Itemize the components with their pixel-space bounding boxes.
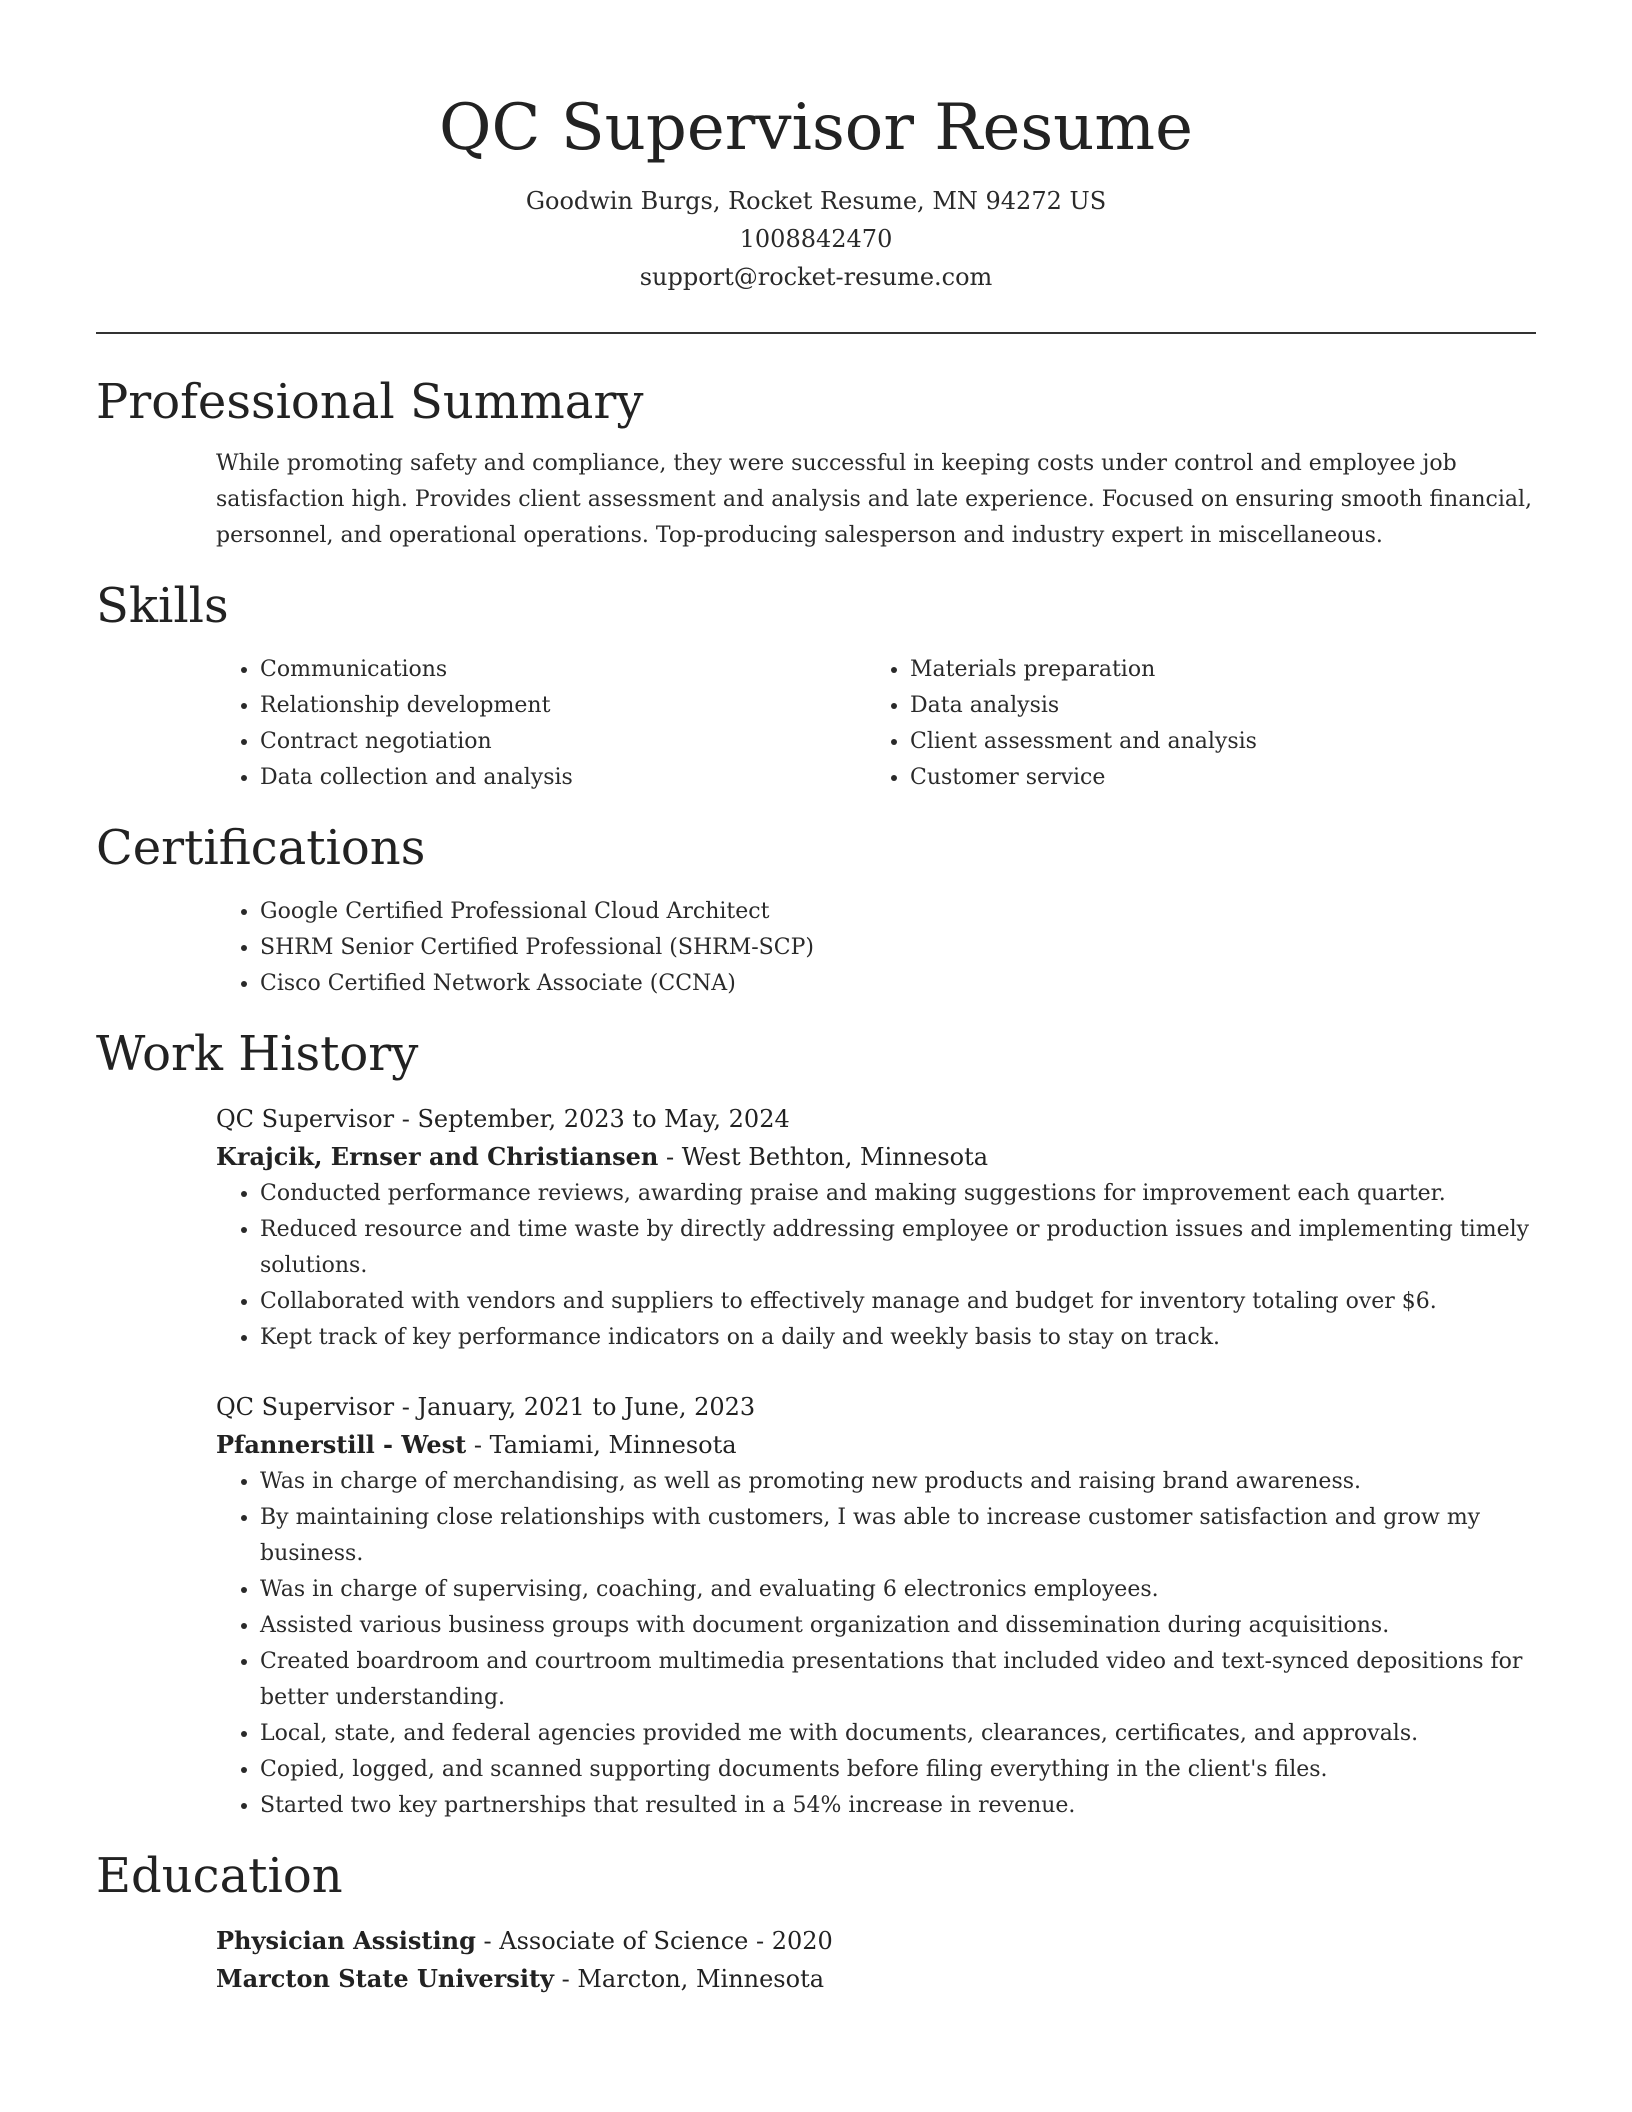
job-location: - West Bethton, Minnesota xyxy=(658,1143,989,1171)
skills-grid xyxy=(96,652,1536,796)
job-title: QC Supervisor xyxy=(216,1393,395,1421)
certification-item: • Google Certified Professional Cloud Architect xyxy=(260,894,1536,930)
skill-item: • Client assessment and analysis xyxy=(910,724,1516,760)
work-history-heading: Work History xyxy=(96,1026,419,1082)
skill-item: • Communications xyxy=(260,652,866,688)
page-title: QC Supervisor Resume xyxy=(439,91,1193,165)
education-heading: Education xyxy=(96,1848,343,1904)
job-bullet: • By maintaining close relationships with customers, I was able to increase customer satisfaction and grow my business. xyxy=(260,1500,1536,1572)
job-title: QC Supervisor xyxy=(216,1105,395,1133)
skill-item: • Materials preparation xyxy=(910,652,1516,688)
skills-column-left xyxy=(216,652,866,796)
job-bullet: • Conducted performance reviews, awarding praise and making suggestions for improvement each quarter. xyxy=(260,1176,1536,1212)
skill-item: • Contract negotiation xyxy=(260,724,866,760)
skill-item: • Data analysis xyxy=(910,688,1516,724)
skill-item: • Customer service xyxy=(910,760,1516,796)
certification-item: • Cisco Certified Network Associate (CCNA) xyxy=(260,966,1536,1002)
job-bullet: • Collaborated with vendors and suppliers to effectively manage and budget for inventory totaling over $6. xyxy=(260,1284,1536,1320)
job-company: Krajcik, Ernser and Christiansen xyxy=(216,1142,659,1171)
resume-header xyxy=(96,0,1536,296)
education-section xyxy=(96,1844,1536,1998)
summary-text: While promoting safety and compliance, they were successful in keeping costs under control and employee job satisfaction high. Provides client assessment and analysis and late experience. Focused on ensuring smooth financial, personnel, and operational operations. Top-producing salesperson and industry expert in miscellaneous. xyxy=(216,451,1533,548)
skill-item: • Data collection and analysis xyxy=(260,760,866,796)
education-program-line xyxy=(216,1922,1536,1960)
summary-section xyxy=(96,370,1536,554)
work-history-section xyxy=(96,1022,1536,1824)
education-entry xyxy=(216,1922,1536,1998)
contact-phone: 1008842470 xyxy=(739,225,893,253)
education-school: Marcton State University xyxy=(216,1964,554,1993)
job-entry xyxy=(216,1100,1536,1356)
job-bullet: • Local, state, and federal agencies provided me with documents, clearances, certificates, and approvals. xyxy=(260,1716,1536,1752)
education-degree: - Associate of Science - 2020 xyxy=(475,1927,833,1955)
certification-item: • SHRM Senior Certified Professional (SHRM-SCP) xyxy=(260,930,1536,966)
job-dates: - January, 2021 to June, 2023 xyxy=(394,1393,756,1421)
education-program: Physician Assisting xyxy=(216,1926,476,1955)
job-bullets xyxy=(216,1176,1536,1356)
job-bullet: • Was in charge of supervising, coaching, and evaluating 6 electronics employees. xyxy=(260,1572,1536,1608)
skills-column-right xyxy=(866,652,1516,796)
job-bullet: • Created boardroom and courtroom multimedia presentations that included video and text-synced depositions for better understanding. xyxy=(260,1644,1536,1716)
job-bullet: • Reduced resource and time waste by directly addressing employee or production issues and implementing timely solutions. xyxy=(260,1212,1536,1284)
education-location: - Marcton, Minnesota xyxy=(553,1965,825,1993)
skills-heading: Skills xyxy=(96,578,229,634)
job-company-line xyxy=(216,1426,1536,1464)
skills-section xyxy=(96,574,1536,796)
contact-email: support@rocket-resume.com xyxy=(639,263,993,291)
job-bullet: • Started two key partnerships that resulted in a 54% increase in revenue. xyxy=(260,1788,1536,1824)
contact-info xyxy=(96,182,1536,296)
job-bullet: • Was in charge of merchandising, as well as promoting new products and raising brand awareness. xyxy=(260,1464,1536,1500)
job-bullet: • Copied, logged, and scanned supporting documents before filing everything in the client's files. xyxy=(260,1752,1536,1788)
certifications-section xyxy=(96,816,1536,1002)
summary-heading: Professional Summary xyxy=(96,374,644,430)
job-entry xyxy=(216,1388,1536,1824)
job-bullets xyxy=(216,1464,1536,1824)
certifications-list xyxy=(216,894,1536,1002)
certifications-heading: Certifications xyxy=(96,820,426,876)
education-school-line xyxy=(216,1960,1536,1998)
job-company: Pfannerstill - West xyxy=(216,1430,467,1459)
contact-address: Goodwin Burgs, Rocket Resume, MN 94272 US xyxy=(525,187,1107,215)
skill-item: • Relationship development xyxy=(260,688,866,724)
job-location: - Tamiami, Minnesota xyxy=(466,1431,737,1459)
job-bullet: • Kept track of key performance indicators on a daily and weekly basis to stay on track. xyxy=(260,1320,1536,1356)
job-company-line xyxy=(216,1138,1536,1176)
job-dates: - September, 2023 to May, 2024 xyxy=(394,1105,790,1133)
job-bullet: • Assisted various business groups with document organization and dissemination during acquisitions. xyxy=(260,1608,1536,1644)
job-title-line xyxy=(216,1100,1536,1138)
job-title-line xyxy=(216,1388,1536,1426)
header-divider xyxy=(96,332,1536,334)
